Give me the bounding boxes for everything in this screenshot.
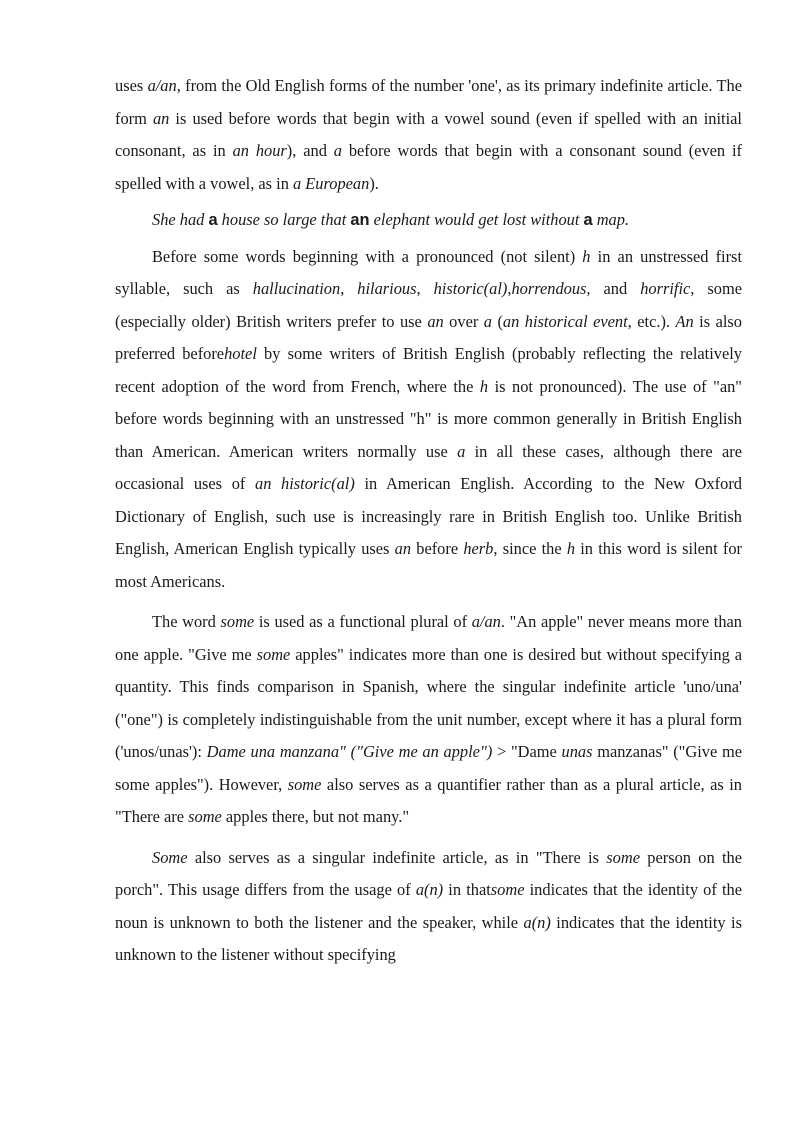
example-sentence: She had a house so large that an elephant would get lost without a map. [152, 210, 630, 229]
paragraph-some-plural: The word some is used as a functional plural of a/an. "An apple" never means more than one apple. "Give me some apples" indicates more than one is desired but without specifying a quantity. This finds comparison in Spanish, where the singular indefinite article 'uno/una' ("one") is completely indistinguishable from the unit number, except where it has a plural form ('unos/unas'): Dame una manzana" ("Give me an apple") > "Dame unas manzanas" ("Give me some apples"). However, some also serves as a quantifier rather than as a plural article, as in "There are some apples there, but not many." [115, 612, 742, 826]
paragraph-some-singular: Some also serves as a singular indefinite article, as in "There is some person on the porch". This usage differs from the usage of a(n) in thatsome indicates that the identity of the noun is unknown to both the listener and the speaker, while a(n) indicates that the identity is unknown to the listener without specifying [115, 847, 742, 964]
paragraph-articles-intro: uses a/an, from the Old English forms of the number 'one', as its primary indefinite article. The form an is used before words that begin with a vowel sound (even if spelled with an initial consonant, as in an hour), and a before words that begin with a consonant sound (even if spelled with a vowel, as in a European). [115, 76, 742, 193]
document-page [115, 70, 742, 972]
paragraph-h-words: Before some words beginning with a pronounced (not silent) h in an unstressed first syllable, such as hallucination, hilarious, historic(al),horrendous, and horrific, some (especially older) British writers prefer to use an over a (an historical event, etc.). An is also preferred beforehotel by some writers of British English (probably reflecting the relatively recent adoption of the word from French, where the h is not pronounced). The use of "an" before words beginning with an unstressed "h" is more common generally in British English than American. American writers normally use a in all these cases, although there are occasional uses of an historic(al) in American English. According to the New Oxford Dictionary of English, such use is increasingly rare in British English too. Unlike British English, American English typically uses an before herb, since the h in this word is silent for most Americans. [115, 246, 742, 591]
